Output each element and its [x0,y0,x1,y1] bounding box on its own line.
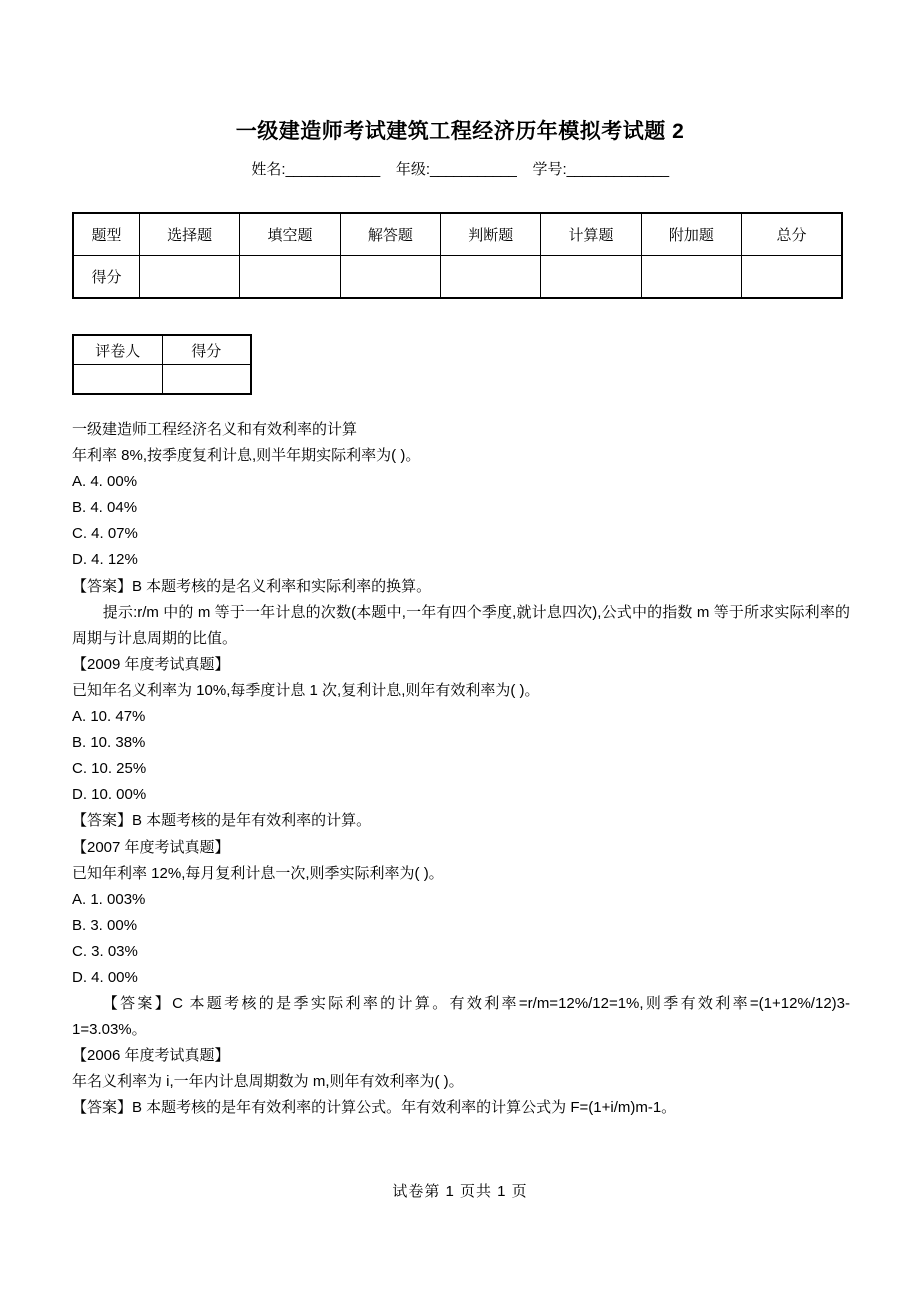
body-line: 【答案】C 本题考核的是季实际利率的计算。有效利率=r/m=12%/12=1%,则季有效利率=(1+12%/12)3-1=3.03%。 [72,995,850,1039]
body-line: 【2007 年度考试真题】 [72,838,230,856]
body-line: D. 4. 00% [72,968,138,986]
score-table-header-cell-6: 附加题 [641,213,741,256]
grader-table-container [0,334,920,395]
body-line: A. 1. 003% [72,890,146,908]
score-table-value-cell-6[interactable] [742,256,842,299]
body-line: 【答案】B 本题考核的是年有效利率的计算公式。年有效利率的计算公式为 F=(1+i/m)m-1。 [72,1099,677,1117]
score-table [72,212,843,299]
score-table-value-cell-4[interactable] [541,256,641,299]
grader-table-header-row [73,335,251,365]
score-table-header-cell-3: 解答题 [340,213,440,256]
score-table-value-cell-5[interactable] [641,256,741,299]
body-line: 【2009 年度考试真题】 [72,655,230,673]
name-label: 姓名: [251,161,286,178]
student-id-label: 学号: [532,161,567,178]
body-line: B. 4. 04% [72,499,138,517]
grader-table-header-cell-0: 评卷人 [73,335,162,365]
score-table-row-label: 得分 [73,256,140,299]
body-line: A. 4. 00% [72,473,138,491]
grade-blank[interactable]: ___________ [430,161,517,178]
name-field [251,160,379,180]
body-line: 年名义利率为 i,一年内计息周期数为 m,则年有效利率为( )。 [72,1073,464,1091]
score-table-container [0,212,920,299]
body-line: 【答案】B 本题考核的是名义利率和实际利率的换算。 [72,577,432,595]
grader-table-value-row [73,365,251,395]
body-line: D. 10. 00% [72,786,147,804]
body-line: 已知年名义利率为 10%,每季度计息 1 次,复利计息,则年有效利率为( )。 [72,681,540,699]
score-table-value-cell-1[interactable] [240,256,340,299]
body-line: B. 10. 38% [72,734,146,752]
grader-table-value-cell-1[interactable] [162,365,251,395]
score-table-value-cell-0[interactable] [140,256,240,299]
student-id-blank[interactable]: _____________ [566,161,669,178]
identity-fields-row [0,160,920,180]
grade-label: 年级: [395,161,431,178]
score-table-value-cell-3[interactable] [441,256,541,299]
score-table-header-cell-0: 题型 [73,213,140,256]
score-table-header-cell-7: 总分 [742,213,842,256]
score-table-header-row [73,213,842,256]
score-table-header-cell-4: 判断题 [441,213,541,256]
score-table-value-cell-2[interactable] [340,256,440,299]
grader-table [72,334,252,395]
score-table-value-row [73,256,842,299]
grader-table-header-cell-1: 得分 [162,335,251,365]
grade-field [396,160,516,180]
question-body [0,417,920,1122]
body-line: 提示:r/m 中的 m 等于一年计息的次数(本题中,一年有四个季度,就计息四次),公式中的指数 m 等于所求实际利率的周期与计息周期的比值。 [72,603,850,647]
page-footer: 试卷第 1 页共 1 页 [392,1183,528,1200]
body-line: 【答案】B 本题考核的是年有效利率的计算。 [72,812,372,830]
body-line: C. 10. 25% [72,760,147,778]
score-table-header-cell-5: 计算题 [541,213,641,256]
student-id-field [532,160,668,180]
body-line: A. 10. 47% [72,708,146,726]
body-line: 【2006 年度考试真题】 [72,1047,230,1065]
name-blank[interactable]: ____________ [285,161,380,178]
body-line: 年利率 8%,按季度复利计息,则半年期实际利率为( )。 [72,447,421,465]
body-line: 一级建造师工程经济名义和有效利率的计算 [72,421,358,438]
body-line: C. 3. 03% [72,942,138,960]
body-line: D. 4. 12% [72,551,138,569]
page-title: 一级建造师考试建筑工程经济历年模拟考试题 2 [235,120,685,143]
score-table-header-cell-2: 填空题 [240,213,340,256]
score-table-header-cell-1: 选择题 [140,213,240,256]
grader-table-value-cell-0[interactable] [73,365,162,395]
body-line: C. 4. 07% [72,525,138,543]
body-line: 已知年利率 12%,每月复利计息一次,则季实际利率为( )。 [72,864,444,882]
body-line: B. 3. 00% [72,916,138,934]
